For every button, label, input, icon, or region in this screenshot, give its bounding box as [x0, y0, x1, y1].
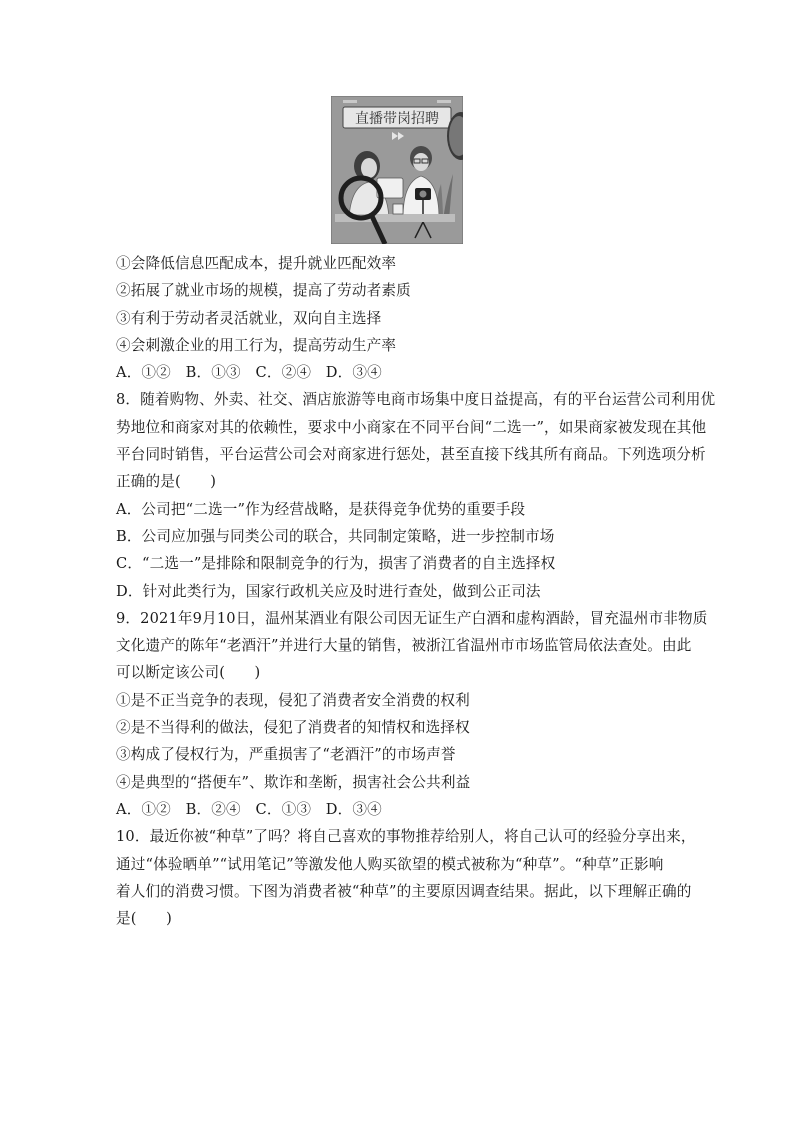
q8-option-c: C．“二选一”是排除和限制竞争的行为，损害了消费者的自主选择权: [116, 555, 556, 573]
q9-stem-line: 可以断定该公司( ): [116, 664, 261, 682]
q7-option-3: ③有利于劳动者灵活就业，双向自主选择: [116, 309, 382, 327]
q8-option-d: D．针对此类行为，国家行政机关应及时进行查处，做到公正司法: [116, 582, 541, 600]
q7-option-4: ④会刺激企业的用工行为，提高劳动生产率: [116, 336, 397, 354]
q9-option-1: ①是不正当竞争的表现，侵犯了消费者安全消费的权利: [116, 691, 470, 709]
q8-option-a: A．公司把“二选一”作为经营战略，是获得竞争优势的重要手段: [116, 500, 526, 518]
q8-option-b: B．公司应加强与同类公司的联合，共同制定策略，进一步控制市场: [116, 527, 555, 545]
q9-stem-line: 文化遗产的陈年“老酒汗”并进行大量的销售，被浙江省温州市市场监管局依法查处。由此: [116, 637, 692, 655]
livestream-recruitment-illustration: [331, 96, 463, 244]
q9-stem-line: 9．2021年9月10日，温州某酒业有限公司因无证生产白酒和虚构酒龄，冒充温州市非物质: [116, 609, 708, 627]
q7-option-2: ②拓展了就业市场的规模，提高了劳动者素质: [116, 282, 411, 300]
question-content: [116, 250, 716, 932]
q8-stem-line: 正确的是( ): [116, 473, 217, 491]
q10-stem-line: 着人们的消费习惯。下图为消费者被“种草”的主要原因调查结果。据此，以下理解正确的: [116, 882, 692, 900]
banner-text: 直播带岗招聘: [355, 111, 439, 127]
q10-stem-line: 通过“体验晒单”“试用笔记”等激发他人购买欲望的模式被称为“种草”。“种草”正影响: [116, 855, 664, 873]
q9-option-2: ②是不当得利的做法，侵犯了消费者的知情权和选择权: [116, 719, 470, 737]
q10-stem-line: 是( ): [116, 910, 172, 928]
q7-option-1: ①会降低信息匹配成本，提升就业匹配效率: [116, 255, 397, 272]
q9-answer-choices: A．①② B．②④ C．①③ D．③④: [116, 800, 382, 818]
q8-stem-line: 8．随着购物、外卖、社交、酒店旅游等电商市场集中度日益提高，有的平台运营公司利用优: [116, 391, 716, 409]
q8-stem-line: 势地位和商家对其的依赖性，要求中小商家在不同平台间“二选一”，如果商家被发现在其他: [116, 418, 707, 436]
q7-answer-choices: A．①② B．①③ C．②④ D．③④: [116, 364, 382, 382]
q10-stem-line: 10．最近你被“种草”了吗？将自己喜欢的事物推荐给别人，将自己认可的经验分享出来，: [116, 828, 696, 846]
q8-stem-line: 平台同时销售，平台运营公司会对商家进行惩处，甚至直接下线其所有商品。下列选项分析: [116, 446, 706, 464]
q9-option-3: ③构成了侵权行为，严重损害了“老酒汗”的市场声誉: [116, 746, 456, 764]
q9-option-4: ④是典型的“搭便车”、欺诈和垄断，损害社会公共利益: [116, 773, 471, 791]
